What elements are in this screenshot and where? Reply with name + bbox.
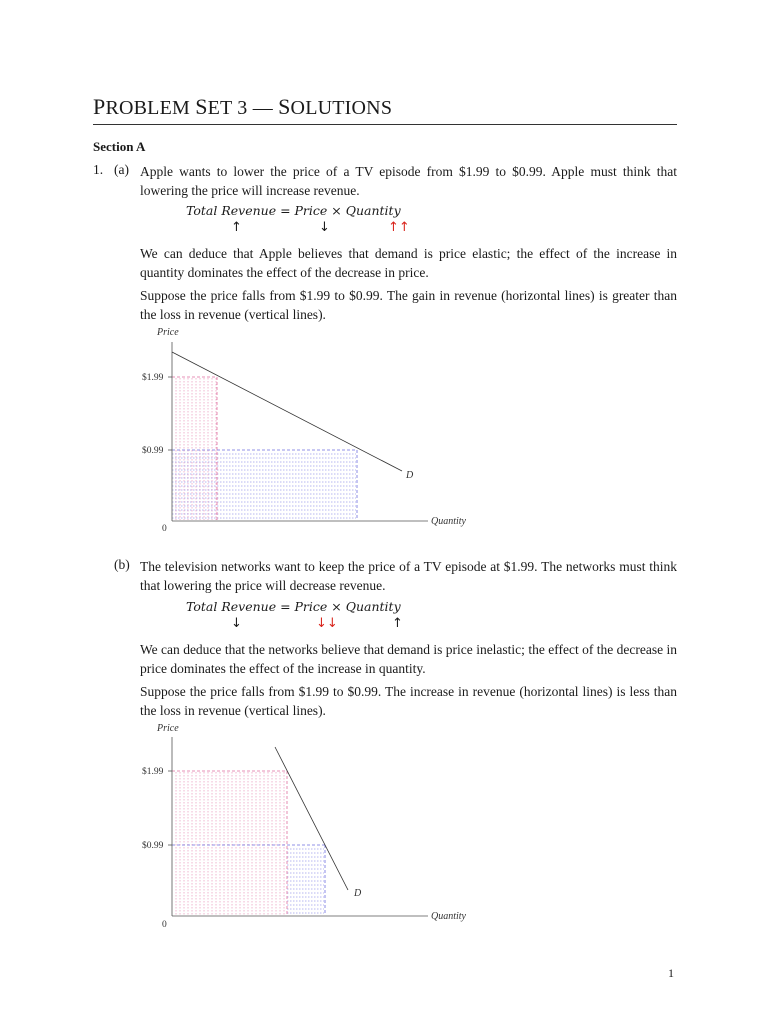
part-a-arrow-price: ↓ — [319, 220, 330, 235]
demand-curve — [172, 352, 402, 471]
loss-region-vertical-lines — [176, 378, 216, 520]
gain-region-horizontal-lines — [287, 849, 324, 913]
part-b-arrow-price: ↓↓ — [316, 616, 338, 631]
demand-curve — [275, 747, 348, 890]
price-low-label: $0.99 — [142, 446, 164, 456]
part-a-equation: Total Revenue = Price × Quantity — [186, 203, 401, 218]
price-low-label: $0.99 — [142, 841, 164, 851]
loss-region-vertical-lines — [176, 772, 284, 915]
y-axis-label: Price — [157, 327, 179, 338]
part-b-label: (b) — [114, 557, 130, 572]
part-b-equation: Total Revenue = Price × Quantity — [186, 599, 401, 614]
part-a-intro: Apple wants to lower the price of a TV episode from $1.99 to $0.99. Apple must think that lowering the price will increase revenue. — [140, 164, 677, 198]
part-a-arrow-quantity: ↑↑ — [388, 220, 410, 235]
curve-label: D — [406, 470, 414, 481]
origin-label: 0 — [162, 920, 167, 930]
x-axis-label: Quantity — [431, 911, 466, 922]
curve-label: D — [354, 888, 362, 899]
section-heading: Section A — [93, 139, 146, 154]
part-a-deduction: We can deduce that Apple believes that demand is price elastic; the effect of the increase in quantity dominates the effect of the decrease in price. — [140, 246, 677, 280]
origin-label: 0 — [162, 524, 167, 534]
part-a-arrow-revenue: ↑ — [231, 220, 242, 235]
x-axis-label: Quantity — [431, 516, 466, 527]
part-b-arrow-revenue: ↓ — [231, 616, 242, 631]
y-axis-label: Price — [157, 723, 179, 734]
gain-region-horizontal-lines — [172, 454, 356, 518]
part-b-arrow-quantity: ↑ — [392, 616, 403, 631]
part-a-demand-chart — [130, 322, 490, 537]
price-high-label: $1.99 — [142, 767, 164, 777]
page-number: 1 — [668, 966, 674, 980]
part-b-intro: The television networks want to keep the price of a TV episode at $1.99. The networks must think that lowering the price will decrease revenue. — [140, 559, 677, 593]
part-b-deduction: We can deduce that the networks believe that demand is price inelastic; the effect of the decrease in price dominates the effect of the increase in quantity. — [140, 642, 677, 676]
price-high-label: $1.99 — [142, 373, 164, 383]
part-a-label: (a) — [114, 162, 129, 177]
part-b-suppose: Suppose the price falls from $1.99 to $0.99. The increase in revenue (horizontal lines) is less than the loss in revenue (vertical lines). — [140, 684, 677, 718]
title-rule — [93, 124, 677, 125]
part-a-suppose: Suppose the price falls from $1.99 to $0.99. The gain in revenue (horizontal lines) is greater than the loss in revenue (vertical lines). — [140, 288, 677, 322]
question-number: 1. — [93, 162, 104, 177]
part-b-demand-chart — [130, 717, 490, 932]
page-title: PROBLEM SET 3 — SOLUTIONS — [93, 94, 393, 119]
